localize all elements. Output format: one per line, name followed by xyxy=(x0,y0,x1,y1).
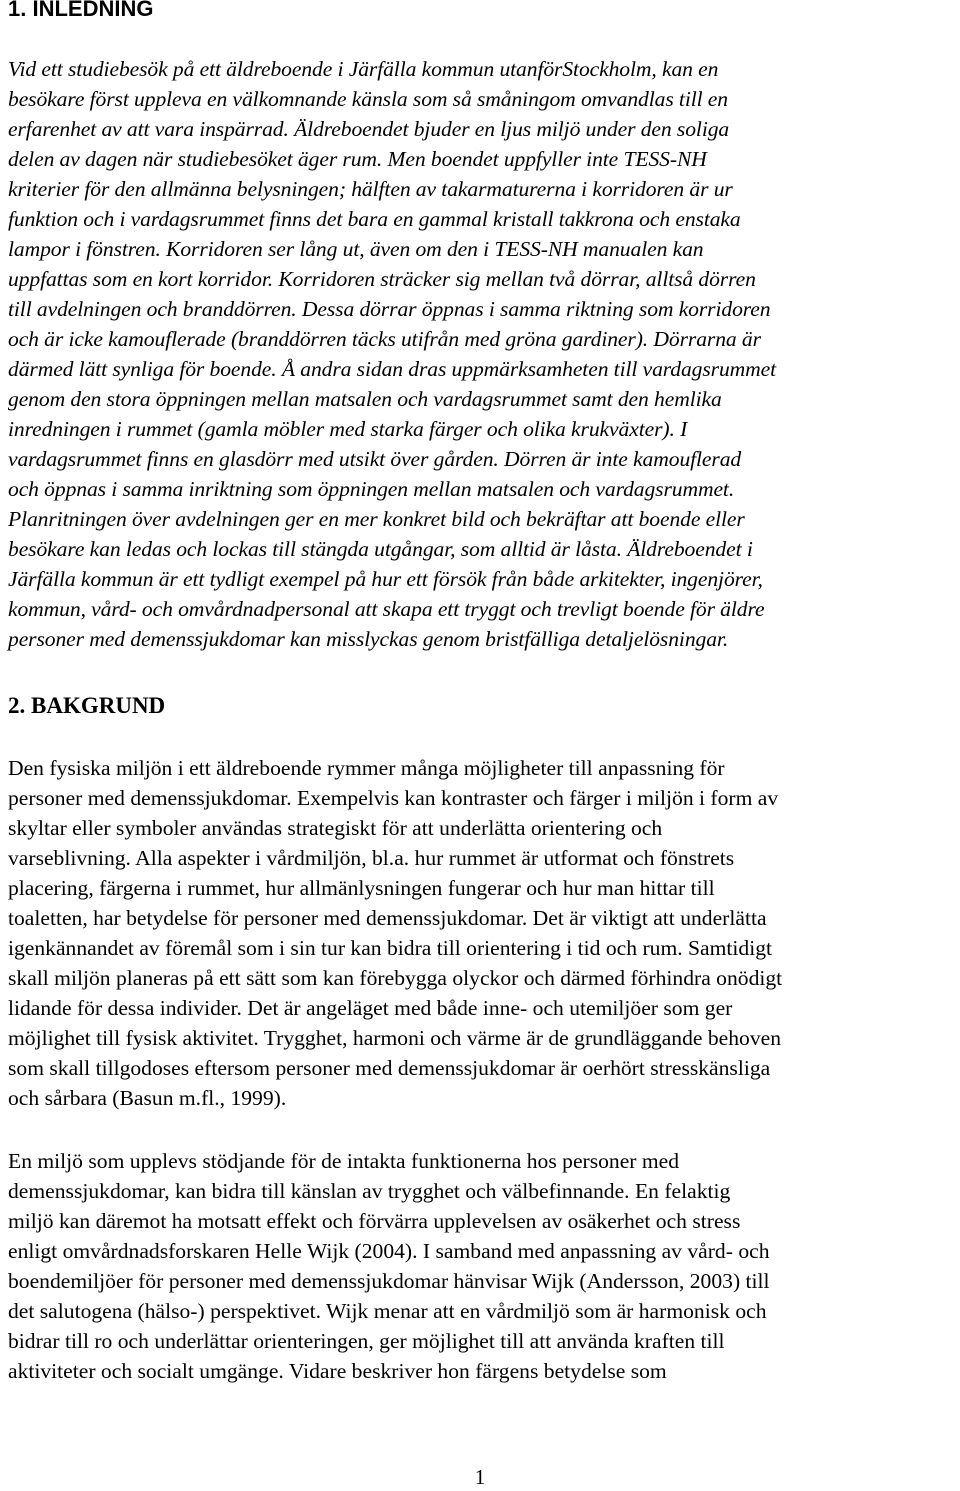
text-line: möjlighet till fysisk aktivitet. Trygghet, harmoni och värme är de grundläggande behoven xyxy=(8,1026,782,1050)
section-heading-inledning: 1. INLEDNING xyxy=(8,0,154,21)
text-line: personer med demenssjukdomar kan misslyckas genom bristfälliga detaljelösningar. xyxy=(8,627,729,651)
text-line: skall miljön planeras på ett sätt som kan förebygga olyckor och därmed förhindra onödigt xyxy=(8,966,783,990)
text-line: demenssjukdomar, kan bidra till känslan av trygghet och välbefinnande. En felaktig xyxy=(8,1179,731,1203)
text-line: bidrar till ro och underlättar orienteringen, ger möjlighet till att använda kraften till xyxy=(8,1329,725,1353)
text-line: som skall tillgodoses eftersom personer med demenssjukdomar är oerhört stresskänsliga xyxy=(8,1056,771,1080)
text-line: enligt omvårdnadsforskaren Helle Wijk (2004). I samband med anpassning av vård- och xyxy=(8,1239,770,1263)
text-line: kriterier för den allmänna belysningen; hälften av takarmaturerna i korridoren är ur xyxy=(8,177,733,201)
intro-paragraph xyxy=(8,54,960,654)
text-line: igenkännandet av föremål som i sin tur kan bidra till orientering i tid och rum. Samtidigt xyxy=(8,936,773,960)
text-line: varseblivning. Alla aspekter i vårdmiljön, bl.a. hur rummet är utformat och fönstrets xyxy=(8,846,735,870)
text-line: till avdelningen och branddörren. Dessa dörrar öppnas i samma riktning som korridoren xyxy=(8,297,771,321)
text-line: erfarenhet av att vara inspärrad. Äldreboendet bjuder en ljus miljö under den soliga xyxy=(8,117,730,141)
text-line: skyltar eller symboler användas strategiskt för att underlätta orientering och xyxy=(8,816,663,840)
text-line: genom den stora öppningen mellan matsalen och vardagsrummet samt den hemlika xyxy=(8,387,722,411)
text-line: lidande för dessa individer. Det är angeläget med både inne- och utemiljöer som ger xyxy=(8,996,733,1020)
text-line: och är icke kamouflerade (branddörren täcks utifrån med gröna gardiner). Dörrarna är xyxy=(8,327,761,351)
text-line: Den fysiska miljön i ett äldreboende rymmer många möjligheter till anpassning för xyxy=(8,756,725,780)
text-line: boendemiljöer för personer med demenssjukdomar hänvisar Wijk (Andersson, 2003) till xyxy=(8,1269,770,1293)
text-line: funktion och i vardagsrummet finns det bara en gammal kristall takkrona och enstaka xyxy=(8,207,741,231)
page-number: 1 xyxy=(474,1465,486,1489)
text-line: det salutogena (hälso-) perspektivet. Wijk menar att en vårdmiljö som är harmonisk och xyxy=(8,1299,767,1323)
bakgrund-paragraph-1 xyxy=(8,753,960,1113)
text-line: delen av dagen när studiebesöket äger rum. Men boendet uppfyller inte TESS-NH xyxy=(8,147,707,171)
text-line: miljö kan däremot ha motsatt effekt och förvärra upplevelsen av osäkerhet och stress xyxy=(8,1209,741,1233)
text-line: Planritningen över avdelningen ger en mer konkret bild och bekräftar att boende eller xyxy=(8,507,745,531)
text-line: personer med demenssjukdomar. Exempelvis kan kontraster och färger i miljön i form av xyxy=(8,786,779,810)
text-line: Järfälla kommun är ett tydligt exempel på hur ett försök från både arkitekter, ingenjörer, xyxy=(8,567,763,591)
text-line: En miljö som upplevs stödjande för de intakta funktionerna hos personer med xyxy=(8,1149,680,1173)
text-line: uppfattas som en kort korridor. Korridoren sträcker sig mellan två dörrar, alltså dörren xyxy=(8,267,756,291)
text-line: därmed lätt synliga för boende. Å andra sidan dras uppmärksamheten till vardagsrummet xyxy=(8,357,777,381)
text-line: inredningen i rummet (gamla möbler med starka färger och olika krukväxter). I xyxy=(8,417,688,441)
text-line: Vid ett studiebesök på ett äldreboende i Järfälla kommun utanförStockholm, kan en xyxy=(8,57,719,81)
text-line: besökare först uppleva en välkomnande känsla som så småningom omvandlas till en xyxy=(8,87,728,111)
text-line: och sårbara (Basun m.fl., 1999). xyxy=(8,1086,287,1110)
text-line: vardagsrummet finns en glasdörr med utsikt över gården. Dörren är inte kamouflerad xyxy=(8,447,742,471)
text-line: och öppnas i samma inriktning som öppningen mellan matsalen och vardagsrummet. xyxy=(8,477,735,501)
text-line: kommun, vård- och omvårdnadpersonal att skapa ett tryggt och trevligt boende för äldre xyxy=(8,597,765,621)
text-line: placering, färgerna i rummet, hur allmänlysningen fungerar och hur man hittar till xyxy=(8,876,715,900)
text-line: besökare kan ledas och lockas till stängda utgångar, som alltid är låsta. Äldreboendet i xyxy=(8,537,753,561)
bakgrund-paragraph-2 xyxy=(8,1146,960,1386)
text-line: aktiviteter och socialt umgänge. Vidare beskriver hon färgens betydelse som xyxy=(8,1359,667,1383)
section-heading-bakgrund: 2. BAKGRUND xyxy=(8,693,166,718)
text-line: toaletten, har betydelse för personer med demenssjukdomar. Det är viktigt att underlätta xyxy=(8,906,767,930)
text-line: lampor i fönstren. Korridoren ser lång ut, även om den i TESS-NH manualen kan xyxy=(8,237,704,261)
